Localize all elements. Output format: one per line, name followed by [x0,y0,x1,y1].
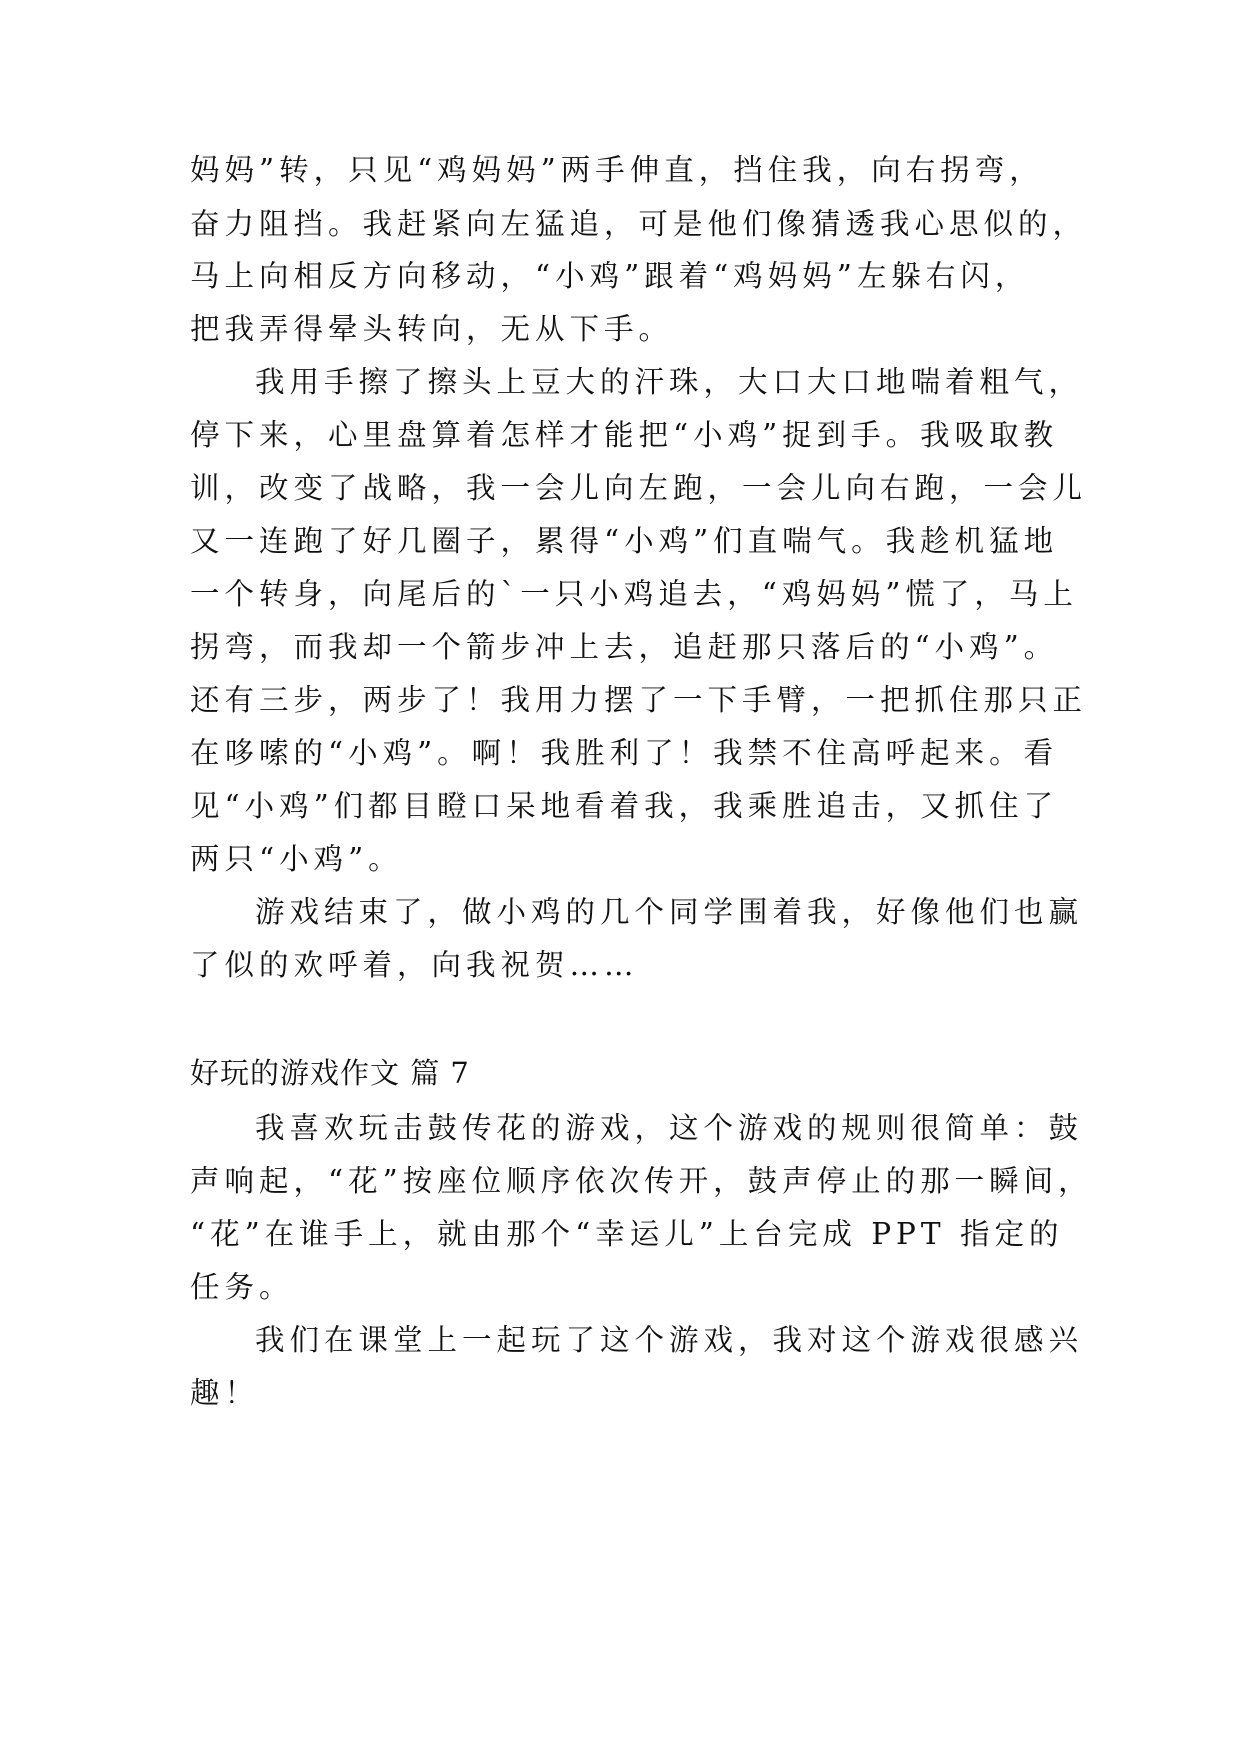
text-line: 我喜欢玩击鼓传花的游戏，这个游戏的规则很简单：鼓 [255,1111,1084,1145]
text-line: 了似的欢呼着，向我祝贺…… [190,948,639,982]
text-line: 一个转身，向尾后的`一只小鸡追去，“鸡妈妈”慌了，马上 [190,577,1078,611]
text-line: 马上向相反方向移动，“小鸡”跟着“鸡妈妈”左躲右闪， [190,259,1030,293]
text-line: 我用手擦了擦头上豆大的汗珠，大口大口地喘着粗气， [255,365,1084,399]
text-line: 妈妈”转，只见“鸡妈妈”两手伸直，挡住我，向右拐弯， [190,153,1044,187]
text-line: 停下来，心里盘算着怎样才能把“小鸡”捉到手。我吸取教 [190,418,1059,452]
text-line: 奋力阻挡。我赶紧向左猛追，可是他们像猜透我心思似的， [190,207,1088,241]
text-line: 两只“小鸡”。 [190,842,403,876]
text-line: “花”在谁手上，就由那个“幸运儿”上台完成 PPT 指定的 [190,1217,1064,1251]
text-line: 还有三步，两步了！我用力摆了一下手臂，一把抓住那只正 [190,683,1088,717]
text-line: 又一连跑了好几圈子，累得“小鸡”们直喘气。我趁机猛地 [190,524,1059,558]
section-heading: 好玩的游戏作文 篇 7 [190,1056,470,1090]
text-line: 把我弄得晕头转向，无从下手。 [190,312,674,346]
text-line: 见“小鸡”们都目瞪口呆地看着我，我乘胜追击，又抓住了 [190,789,1059,823]
text-line: 在哆嗦的“小鸡”。啊！我胜利了！我禁不住高呼起来。看 [190,736,1059,770]
text-line: 训，改变了战略，我一会儿向左跑，一会儿向右跑，一会儿 [190,471,1088,505]
text-line: 声响起，“花”按座位顺序依次传开，鼓声停止的那一瞬间， [190,1164,1093,1198]
text-line: 游戏结束了，做小鸡的几个同学围着我，好像他们也赢 [255,895,1084,929]
text-line: 趣！ [190,1376,260,1410]
text-line: 我们在课堂上一起玩了这个游戏，我对这个游戏很感兴 [255,1323,1084,1357]
text-line: 拐弯，而我却一个箭步冲上去，追赶那只落后的“小鸡”。 [190,630,1059,664]
text-line: 任务。 [190,1270,294,1304]
